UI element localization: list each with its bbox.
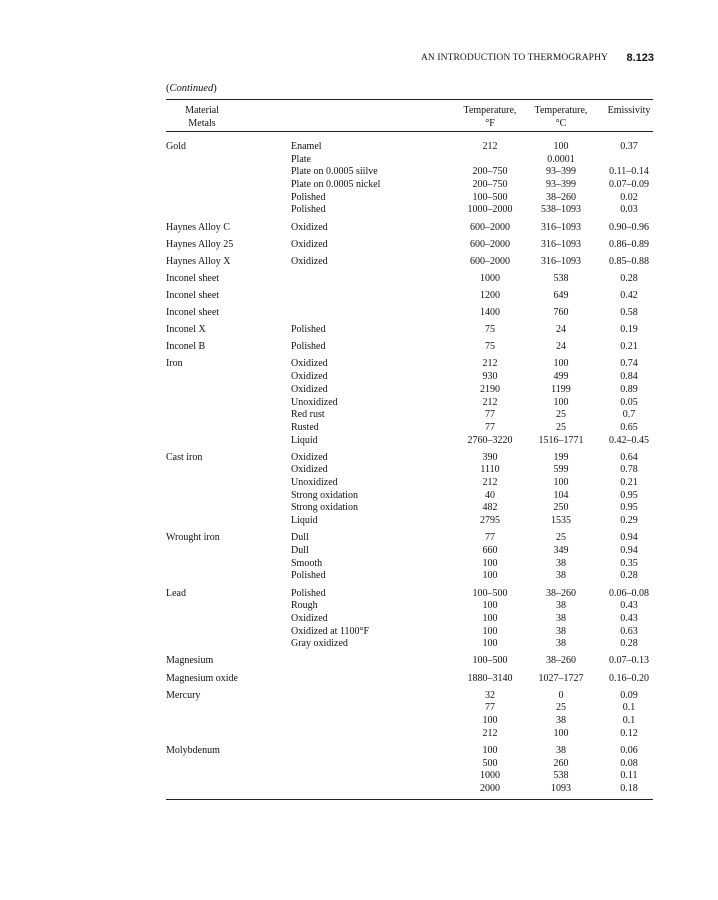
temp-f-cell: 212 — [482, 397, 498, 408]
table-row — [0, 140, 718, 153]
temp-c-cell: 1516–1771 — [538, 435, 584, 446]
table-row — [0, 178, 718, 191]
temp-f-cell: 100 — [482, 715, 498, 726]
emissivity-cell: 0.16–0.20 — [609, 673, 649, 684]
emissivity-cell: 0.09 — [620, 690, 638, 701]
temp-f-cell: 100–500 — [472, 655, 508, 666]
table-row — [0, 782, 718, 795]
condition-cell: Rusted — [291, 422, 319, 433]
emissivity-cell: 0.21 — [620, 341, 638, 352]
table-row — [0, 323, 718, 336]
temp-c-cell: 100 — [553, 397, 569, 408]
table-row — [0, 165, 718, 178]
temp-c-cell: 104 — [553, 490, 569, 501]
material-cell: Mercury — [166, 690, 201, 701]
emissivity-cell: 0.89 — [620, 384, 638, 395]
temp-f-cell: 32 — [485, 690, 495, 701]
emissivity-cell: 0.43 — [620, 600, 638, 611]
temp-f-cell: 1110 — [480, 464, 500, 475]
temp-c-cell: 38 — [556, 600, 566, 611]
temp-f-cell: 77 — [485, 409, 495, 420]
condition-cell: Enamel — [291, 141, 322, 152]
table-row — [0, 434, 718, 447]
temp-c-cell: 25 — [556, 409, 566, 420]
emissivity-cell: 0.06–0.08 — [609, 588, 649, 599]
condition-cell: Oxidized — [291, 452, 328, 463]
condition-cell: Polished — [291, 204, 326, 215]
emissivity-cell: 0.29 — [620, 515, 638, 526]
material-cell: Lead — [166, 588, 186, 599]
table-row — [0, 501, 718, 514]
temp-f-cell: 100 — [482, 613, 498, 624]
material-cell: Molybdenum — [166, 745, 220, 756]
condition-cell: Polished — [291, 341, 326, 352]
temp-c-cell: 38 — [556, 626, 566, 637]
temp-c-cell: 260 — [553, 758, 569, 769]
material-cell: Magnesium oxide — [166, 673, 238, 684]
table-row — [0, 544, 718, 557]
table-row — [0, 272, 718, 285]
material-cell: Inconel B — [166, 341, 206, 352]
temp-f-cell: 100–500 — [472, 588, 508, 599]
temp-f-cell: 200–750 — [472, 179, 508, 190]
table-row — [0, 421, 718, 434]
emissivity-cell: 0.43 — [620, 613, 638, 624]
temp-c-cell: 38 — [556, 570, 566, 581]
table-row — [0, 408, 718, 421]
material-cell: Inconel sheet — [166, 307, 220, 318]
emissivity-cell: 0.08 — [620, 758, 638, 769]
temp-f-cell: 1200 — [480, 290, 500, 301]
table-row — [0, 203, 718, 216]
condition-cell: Plate on 0.0005 siilve — [291, 166, 378, 177]
temp-f-cell: 200–750 — [472, 166, 508, 177]
temp-f-cell: 100 — [482, 558, 498, 569]
material-cell: Inconel sheet — [166, 290, 220, 301]
condition-cell: Oxidized — [291, 371, 328, 382]
continued-word: Continued — [169, 83, 214, 94]
temp-c-cell: 0.0001 — [547, 154, 575, 165]
emissivity-cell: 0.78 — [620, 464, 638, 475]
emissivity-cell: 0.05 — [620, 397, 638, 408]
temp-c-cell: 25 — [556, 532, 566, 543]
emissivity-cell: 0.63 — [620, 626, 638, 637]
temp-c-cell: 316–1093 — [541, 239, 581, 250]
temp-f-cell: 600–2000 — [470, 256, 510, 267]
temp-f-cell: 930 — [482, 371, 498, 382]
condition-cell: Oxidized — [291, 358, 328, 369]
condition-cell: Oxidized — [291, 239, 328, 250]
emissivity-cell: 0.84 — [620, 371, 638, 382]
temp-f-cell: 390 — [482, 452, 498, 463]
temp-c-cell: 250 — [553, 502, 569, 513]
emissivity-cell: 0.19 — [620, 324, 638, 335]
emissivity-cell: 0.85–0.88 — [609, 256, 649, 267]
table-row — [0, 221, 718, 234]
material-cell: Magnesium — [166, 655, 214, 666]
material-cell: Wrought iron — [166, 532, 220, 543]
temp-f-cell: 1400 — [480, 307, 500, 318]
emissivity-cell: 0.18 — [620, 783, 638, 794]
condition-cell: Oxidized at 1100°F — [291, 626, 370, 637]
temp-f-cell: 1000 — [480, 273, 500, 284]
temp-f-cell: 500 — [482, 758, 498, 769]
condition-cell: Oxidized — [291, 464, 328, 475]
temp-c-cell: 1535 — [551, 515, 571, 526]
condition-cell: Polished — [291, 324, 326, 335]
temp-c-cell: 760 — [553, 307, 569, 318]
material-cell: Inconel sheet — [166, 273, 220, 284]
temp-f-cell: 100 — [482, 745, 498, 756]
emissivity-cell: 0.28 — [620, 570, 638, 581]
emissivity-cell: 0.42–0.45 — [609, 435, 649, 446]
temp-f-cell: 1000–2000 — [467, 204, 513, 215]
emissivity-cell: 0.95 — [620, 490, 638, 501]
emissivity-cell: 0.11 — [620, 770, 638, 781]
condition-cell: Dull — [291, 545, 309, 556]
material-cell: Cast iron — [166, 452, 203, 463]
condition-cell: Liquid — [291, 435, 318, 446]
temp-f-cell: 75 — [485, 324, 495, 335]
table-row — [0, 744, 718, 757]
table-row — [0, 514, 718, 527]
table-row — [0, 531, 718, 544]
material-cell: Gold — [166, 141, 186, 152]
temp-c-cell: 38 — [556, 745, 566, 756]
emissivity-cell: 0.21 — [620, 477, 638, 488]
emissivity-cell: 0.86–0.89 — [609, 239, 649, 250]
temp-f-cell: 600–2000 — [470, 239, 510, 250]
temp-c-cell: 316–1093 — [541, 222, 581, 233]
temp-c-cell: 316–1093 — [541, 256, 581, 267]
condition-cell: Polished — [291, 192, 326, 203]
temp-f-cell: 100 — [482, 600, 498, 611]
table-row — [0, 701, 718, 714]
temp-c-cell: 349 — [553, 545, 569, 556]
condition-cell: Oxidized — [291, 256, 328, 267]
temp-f-cell: 1880–3140 — [467, 673, 513, 684]
temp-f-cell: 75 — [485, 341, 495, 352]
table-row — [0, 255, 718, 268]
temp-c-cell: 199 — [553, 452, 569, 463]
material-cell: Inconel X — [166, 324, 206, 335]
emissivity-cell: 0.94 — [620, 532, 638, 543]
table-row — [0, 289, 718, 302]
material-cell: Haynes Alloy X — [166, 256, 231, 267]
temp-f-cell: 212 — [482, 141, 498, 152]
emissivity-cell: 0.1 — [622, 715, 636, 726]
temp-c-cell: 93–399 — [546, 179, 576, 190]
table-row — [0, 637, 718, 650]
temp-f-cell: 77 — [485, 702, 495, 713]
temp-c-cell: 649 — [553, 290, 569, 301]
emissivity-cell: 0.12 — [620, 728, 638, 739]
header-temp-c-line1: Temperature, — [534, 105, 588, 116]
temp-f-cell: 40 — [485, 490, 495, 501]
page-number: 8.123 — [626, 52, 654, 64]
emissivity-cell: 0.03 — [620, 204, 638, 215]
temp-f-cell: 600–2000 — [470, 222, 510, 233]
header-material-line1: Material — [185, 105, 219, 116]
temp-c-cell: 100 — [553, 477, 569, 488]
temp-c-cell: 499 — [553, 371, 569, 382]
table-row — [0, 463, 718, 476]
temp-c-cell: 38 — [556, 558, 566, 569]
condition-cell: Red rust — [291, 409, 325, 420]
table-row — [0, 370, 718, 383]
emissivity-cell: 0.95 — [620, 502, 638, 513]
temp-c-cell: 100 — [553, 728, 569, 739]
temp-f-cell: 212 — [482, 728, 498, 739]
temp-f-cell: 2760–3220 — [467, 435, 513, 446]
header-material-line2: Metals — [188, 118, 216, 129]
emissivity-cell: 0.07–0.13 — [609, 655, 649, 666]
emissivity-cell: 0.42 — [620, 290, 638, 301]
temp-c-cell: 100 — [553, 141, 569, 152]
table-row — [0, 612, 718, 625]
condition-cell: Dull — [291, 532, 309, 543]
header-temp-f-line1: Temperature, — [463, 105, 517, 116]
condition-cell: Smooth — [291, 558, 323, 569]
material-cell: Haynes Alloy C — [166, 222, 230, 233]
temp-c-cell: 24 — [556, 341, 566, 352]
emissivity-cell: 0.07–0.09 — [609, 179, 649, 190]
condition-cell: Plate — [291, 154, 311, 165]
condition-cell: Strong oxidation — [291, 490, 358, 501]
table-row — [0, 769, 718, 782]
table-row — [0, 383, 718, 396]
temp-c-cell: 599 — [553, 464, 569, 475]
temp-f-cell: 100 — [482, 638, 498, 649]
table-bottom-rule — [166, 799, 653, 800]
temp-c-cell: 25 — [556, 702, 566, 713]
condition-cell: Oxidized — [291, 384, 328, 395]
continued-label: (Continued) — [166, 83, 217, 94]
temp-f-cell: 660 — [482, 545, 498, 556]
condition-cell: Polished — [291, 588, 326, 599]
running-head-title: AN INTRODUCTION TO THERMOGRAPHY — [420, 53, 608, 63]
table-row — [0, 672, 718, 685]
temp-f-cell: 212 — [482, 477, 498, 488]
temp-c-cell: 38–260 — [546, 192, 576, 203]
table-row — [0, 340, 718, 353]
temp-c-cell: 93–399 — [546, 166, 576, 177]
temp-c-cell: 538 — [553, 273, 569, 284]
temp-f-cell: 77 — [485, 422, 495, 433]
temp-c-cell: 38–260 — [546, 655, 576, 666]
table-row — [0, 306, 718, 319]
condition-cell: Rough — [291, 600, 318, 611]
emissivity-cell: 0.37 — [620, 141, 638, 152]
condition-cell: Unoxidized — [291, 477, 338, 488]
header-temp-f-line2: °F — [485, 118, 495, 129]
emissivity-cell: 0.28 — [620, 273, 638, 284]
temp-c-cell: 1093 — [551, 783, 571, 794]
condition-cell: Liquid — [291, 515, 318, 526]
table-row — [0, 714, 718, 727]
emissivity-cell: 0.11–0.14 — [609, 166, 649, 177]
table-row — [0, 654, 718, 667]
temp-c-cell: 38–260 — [546, 588, 576, 599]
emissivity-cell: 0.7 — [622, 409, 636, 420]
temp-c-cell: 1199 — [551, 384, 571, 395]
condition-cell: Oxidized — [291, 613, 328, 624]
table-row — [0, 476, 718, 489]
temp-f-cell: 77 — [485, 532, 495, 543]
temp-c-cell: 38 — [556, 638, 566, 649]
emissivity-cell: 0.64 — [620, 452, 638, 463]
temp-c-cell: 538–1093 — [541, 204, 581, 215]
emissivity-cell: 0.94 — [620, 545, 638, 556]
temp-c-cell: 1027–1727 — [538, 673, 584, 684]
temp-f-cell: 212 — [482, 358, 498, 369]
temp-f-cell: 100–500 — [472, 192, 508, 203]
table-row — [0, 569, 718, 582]
condition-cell: Strong oxidation — [291, 502, 358, 513]
condition-cell: Polished — [291, 570, 326, 581]
condition-cell: Oxidized — [291, 222, 328, 233]
material-cell: Iron — [166, 358, 183, 369]
temp-c-cell: 38 — [556, 715, 566, 726]
table-row — [0, 599, 718, 612]
emissivity-cell: 0.1 — [622, 702, 636, 713]
temp-c-cell: 100 — [553, 358, 569, 369]
table-row — [0, 727, 718, 740]
condition-cell: Unoxidized — [291, 397, 338, 408]
table-row — [0, 357, 718, 370]
emissivity-cell: 0.35 — [620, 558, 638, 569]
temp-c-cell: 0 — [558, 690, 564, 701]
header-temp-c-line2: °C — [555, 118, 567, 129]
emissivity-cell: 0.58 — [620, 307, 638, 318]
condition-cell: Plate on 0.0005 nickel — [291, 179, 381, 190]
temp-f-cell: 1000 — [480, 770, 500, 781]
emissivity-cell: 0.02 — [620, 192, 638, 203]
condition-cell: Gray oxidized — [291, 638, 348, 649]
temp-c-cell: 38 — [556, 613, 566, 624]
temp-f-cell: 2795 — [480, 515, 500, 526]
temp-c-cell: 25 — [556, 422, 566, 433]
emissivity-cell: 0.65 — [620, 422, 638, 433]
emissivity-cell: 0.90–0.96 — [609, 222, 649, 233]
emissivity-cell: 0.06 — [620, 745, 638, 756]
table-row — [0, 238, 718, 251]
temp-f-cell: 2000 — [480, 783, 500, 794]
temp-f-cell: 100 — [482, 626, 498, 637]
emissivity-cell: 0.28 — [620, 638, 638, 649]
material-cell: Haynes Alloy 25 — [166, 239, 234, 250]
emissivity-cell: 0.74 — [620, 358, 638, 369]
temp-c-cell: 24 — [556, 324, 566, 335]
temp-f-cell: 2190 — [480, 384, 500, 395]
header-emissivity: Emissivity — [607, 105, 651, 116]
temp-f-cell: 100 — [482, 570, 498, 581]
temp-c-cell: 538 — [553, 770, 569, 781]
temp-f-cell: 482 — [482, 502, 498, 513]
